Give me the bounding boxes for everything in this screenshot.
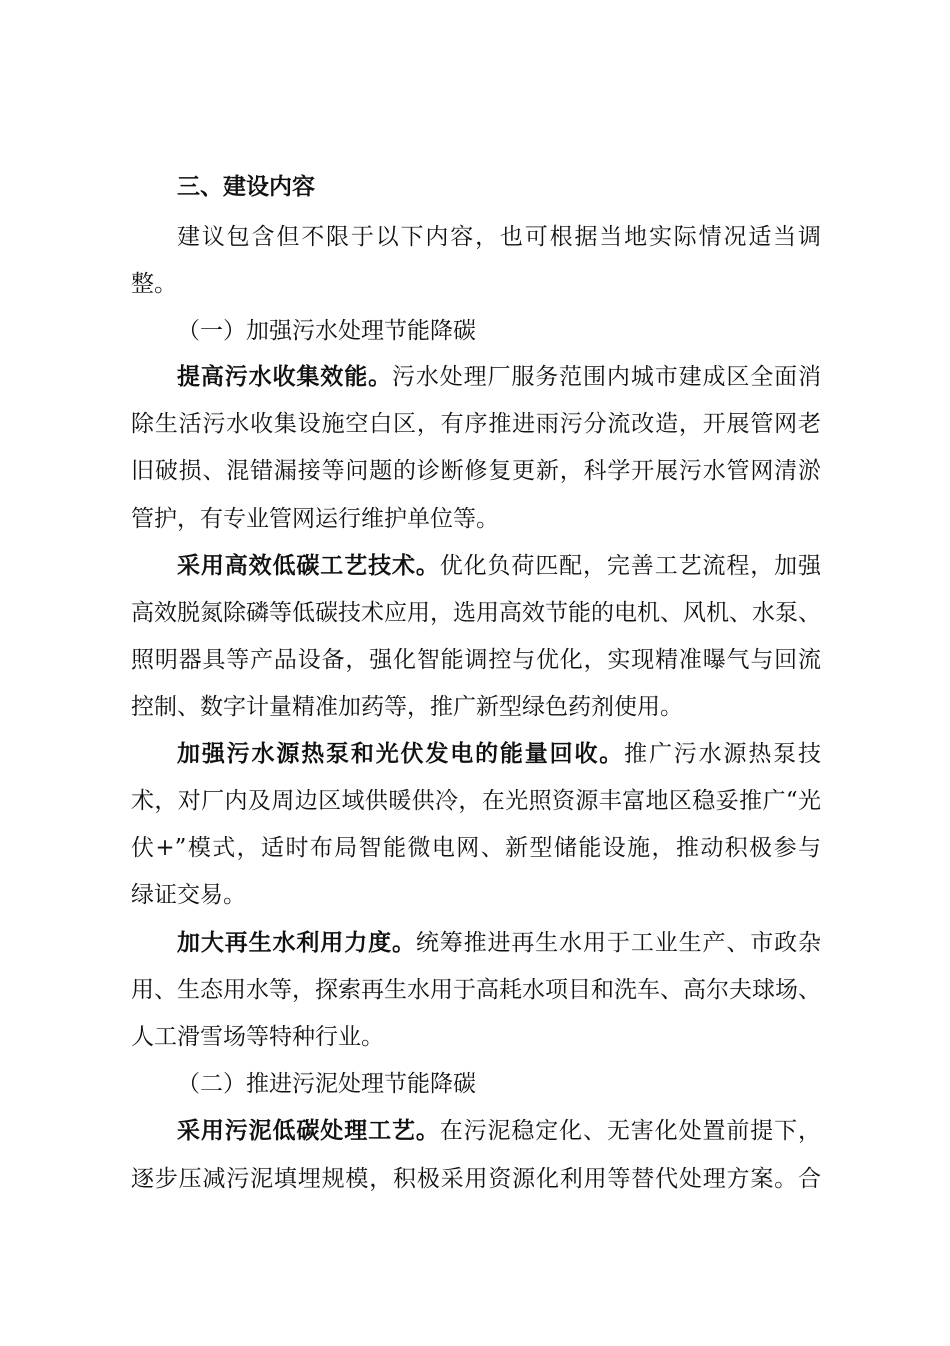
paragraph-lead: 加强污水源热泵和光伏发电的能量回收。: [177, 740, 625, 767]
paragraph-lead: 加大再生水利用力度。: [177, 929, 416, 956]
paragraph-line: 绿证交易。: [131, 882, 246, 908]
paragraph-line: 高效脱氮除磷等低碳技术应用，选用高效节能的电机、风机、水泵、: [131, 600, 821, 626]
intro-line: 建议包含但不限于以下内容，也可根据当地实际情况适当调: [177, 224, 821, 250]
paragraph-text: 推广污水源热泵技: [624, 741, 822, 767]
paragraph-line: 伏+”模式，适时布局智能微电网、新型储能设施，推动积极参与: [131, 835, 821, 861]
intro-line: 整。: [131, 271, 177, 297]
paragraph-line: 旧破损、混错漏接等问题的诊断修复更新，科学开展污水管网清淤: [131, 458, 821, 484]
paragraph-line: 控制、数字计量精准加药等，推广新型绿色药剂使用。: [131, 694, 683, 720]
paragraph-line: 逐步压减污泥填埋规模，积极采用资源化利用等替代处理方案。合: [131, 1166, 821, 1192]
paragraph-text: 优化负荷匹配，完善工艺流程，加强: [439, 553, 822, 579]
paragraph-lead: 采用污泥低碳处理工艺。: [177, 1117, 440, 1144]
subsection-heading-2: （二）推进污泥处理节能降碳: [177, 1071, 476, 1097]
paragraph-line: [177, 362, 821, 392]
paragraph-line: 人工滑雪场等特种行业。: [131, 1024, 384, 1050]
paragraph-text: 统筹推进再生水用于工业生产、市政杂: [415, 930, 822, 956]
paragraph-line: 管护，有专业管网运行维护单位等。: [131, 506, 499, 532]
paragraph-line: [177, 928, 821, 958]
section-heading: 三、建设内容: [177, 173, 315, 200]
paragraph-line: [177, 551, 821, 581]
paragraph-line: [177, 1116, 821, 1146]
paragraph-text: 在污泥稳定化、无害化处置前提下，: [439, 1118, 822, 1144]
paragraph-line: 用、生态用水等，探索再生水用于高耗水项目和洗车、高尔夫球场、: [131, 977, 821, 1003]
paragraph-line: 术，对厂内及周边区域供暖供冷，在光照资源丰富地区稳妥推广“光: [131, 788, 821, 814]
paragraph-lead: 提高污水收集效能。: [177, 363, 392, 390]
paragraph-text: 污水处理厂服务范围内城市建成区全面消: [391, 364, 822, 390]
paragraph-lead: 采用高效低碳工艺技术。: [177, 552, 440, 579]
paragraph-line: 除生活污水收集设施空白区，有序推进雨污分流改造，开展管网老: [131, 411, 821, 437]
subsection-heading-1: （一）加强污水处理节能降碳: [177, 318, 476, 344]
paragraph-line: 照明器具等产品设备，强化智能调控与优化，实现精准曝气与回流: [131, 647, 821, 673]
paragraph-line: [177, 739, 821, 769]
